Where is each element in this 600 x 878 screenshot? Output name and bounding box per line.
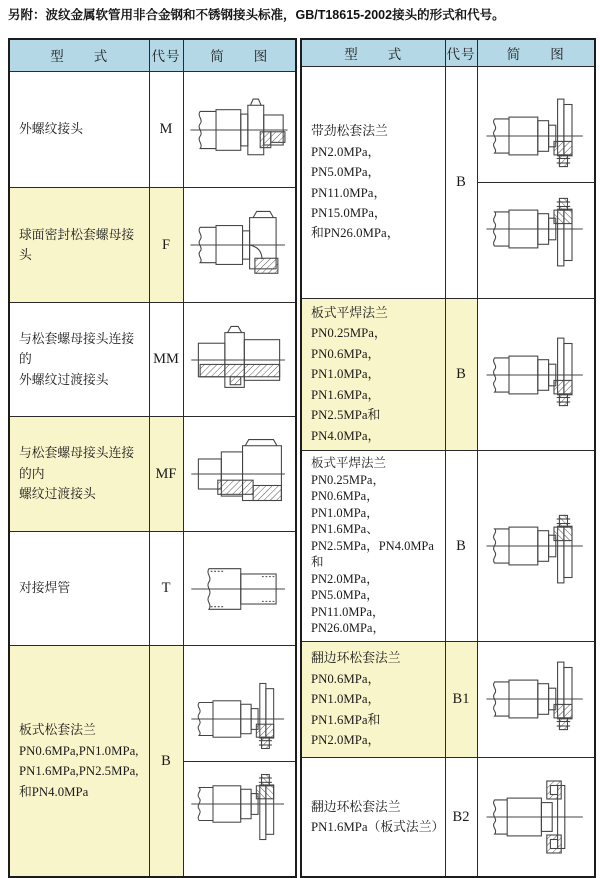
spherical-loose-nut-fitting-diagram <box>186 204 292 286</box>
type-cell: 板式松套法兰 PN0.6MPa,PN1.0MPa, PN1.6MPa,PN2.5MPa, 和PN4.0MPa <box>9 646 149 877</box>
type-cell: 球面密封松套螺母接头 <box>9 188 149 302</box>
type-column-header: 型 式 <box>9 39 149 71</box>
table-row <box>301 299 595 451</box>
type-cell: 带劲松套法兰 PN2.0MPa，PN5.0MPa， PN11.0MPa，PN15.0MPa， 和PN26.0MPa， <box>301 67 445 299</box>
code-cell: F <box>149 188 183 302</box>
code-column-header: 代号 <box>149 39 183 71</box>
diagram-cell <box>477 757 595 877</box>
header-row <box>301 39 595 67</box>
lapped-ring-plate-flange-diagram <box>482 771 590 863</box>
connector-table-right <box>300 38 596 878</box>
diagram-cell <box>183 71 296 188</box>
type-cell: 外螺纹接头 <box>9 71 149 188</box>
code-cell: B <box>445 451 477 642</box>
table-row <box>9 531 296 645</box>
type-cell: 翻边环松套法兰 PN1.6MPa（板式法兰） <box>301 757 445 877</box>
table-row <box>9 417 296 531</box>
table-row <box>9 302 296 416</box>
diagram-column-header: 简 图 <box>477 39 595 67</box>
table-row <box>301 757 595 877</box>
code-cell: MF <box>149 417 183 531</box>
male-male-adapter-diagram <box>186 319 292 401</box>
type-cell: 与松套螺母接头连接的 外螺纹过渡接头 <box>9 302 149 416</box>
flat-weld-flange-section-diagram <box>482 500 590 592</box>
type-cell: 板式平焊法兰 PN0.25MPa，PN0.6MPa， PN1.0MPa，PN1.6MPa、 PN2.5MPa，PN4.0MPa和 PN2.0MPa，PN5.0MPa， PN11.0MPa，PN26.0MPa， <box>301 451 445 642</box>
type-cell: 对接焊管 <box>9 531 149 645</box>
connector-table-left <box>8 38 297 878</box>
code-cell: B <box>445 67 477 299</box>
code-cell: B <box>149 646 183 877</box>
header-row <box>9 39 296 71</box>
type-column-header: 型 式 <box>301 39 445 67</box>
table-row <box>9 71 296 188</box>
diagram-column-header: 简 图 <box>183 39 296 71</box>
diagram-half <box>184 677 296 761</box>
plate-loose-flange-front-diagram <box>187 677 291 761</box>
male-thread-fitting-diagram <box>186 89 292 171</box>
table-row <box>301 641 595 757</box>
flat-weld-flange-diagram <box>482 329 590 421</box>
diagram-cell <box>477 299 595 451</box>
table-row <box>301 451 595 642</box>
page-title: 另附：波纹金属软管用非合金钢和不锈钢接头标准，GB/T18615-2002接头的形式和代号。 <box>8 8 505 22</box>
table-row <box>9 646 296 877</box>
table-row <box>301 67 595 299</box>
fitting-tables <box>8 38 596 878</box>
neck-loose-flange-section-diagram <box>482 183 590 275</box>
type-cell: 翻边环松套法兰 PN0.6MPa，PN1.0MPa， PN1.6MPa和PN2.0MPa， <box>301 641 445 757</box>
diagram-cell <box>183 417 296 531</box>
code-cell: M <box>149 71 183 188</box>
butt-weld-pipe-diagram <box>186 548 292 630</box>
type-cell: 板式平焊法兰 PN0.25MPa，PN0.6MPa， PN1.0MPa，PN1.6MPa， PN2.5MPa和PN4.0MPa， <box>301 299 445 451</box>
diagram-cell <box>183 188 296 302</box>
code-cell: B2 <box>445 757 477 877</box>
male-female-adapter-diagram <box>186 433 292 515</box>
neck-loose-flange-front-diagram <box>482 90 590 182</box>
lapped-ring-loose-flange-diagram <box>482 653 590 745</box>
diagram-pair <box>478 90 595 275</box>
code-cell: B <box>445 299 477 451</box>
diagram-half <box>184 761 296 846</box>
diagram-cell <box>183 646 296 877</box>
code-column-header: 代号 <box>445 39 477 67</box>
diagram-cell <box>477 641 595 757</box>
table-row <box>9 188 296 302</box>
type-cell: 与松套螺母接头连接的内 螺纹过渡接头 <box>9 417 149 531</box>
code-cell: B1 <box>445 641 477 757</box>
code-cell: MM <box>149 302 183 416</box>
diagram-cell <box>477 451 595 642</box>
diagram-cell <box>183 302 296 416</box>
plate-loose-flange-section-diagram <box>187 762 291 846</box>
diagram-cell <box>183 531 296 645</box>
diagram-cell <box>477 67 595 299</box>
diagram-half <box>478 182 595 275</box>
diagram-half <box>478 90 595 182</box>
diagram-pair <box>184 677 296 846</box>
code-cell: T <box>149 531 183 645</box>
